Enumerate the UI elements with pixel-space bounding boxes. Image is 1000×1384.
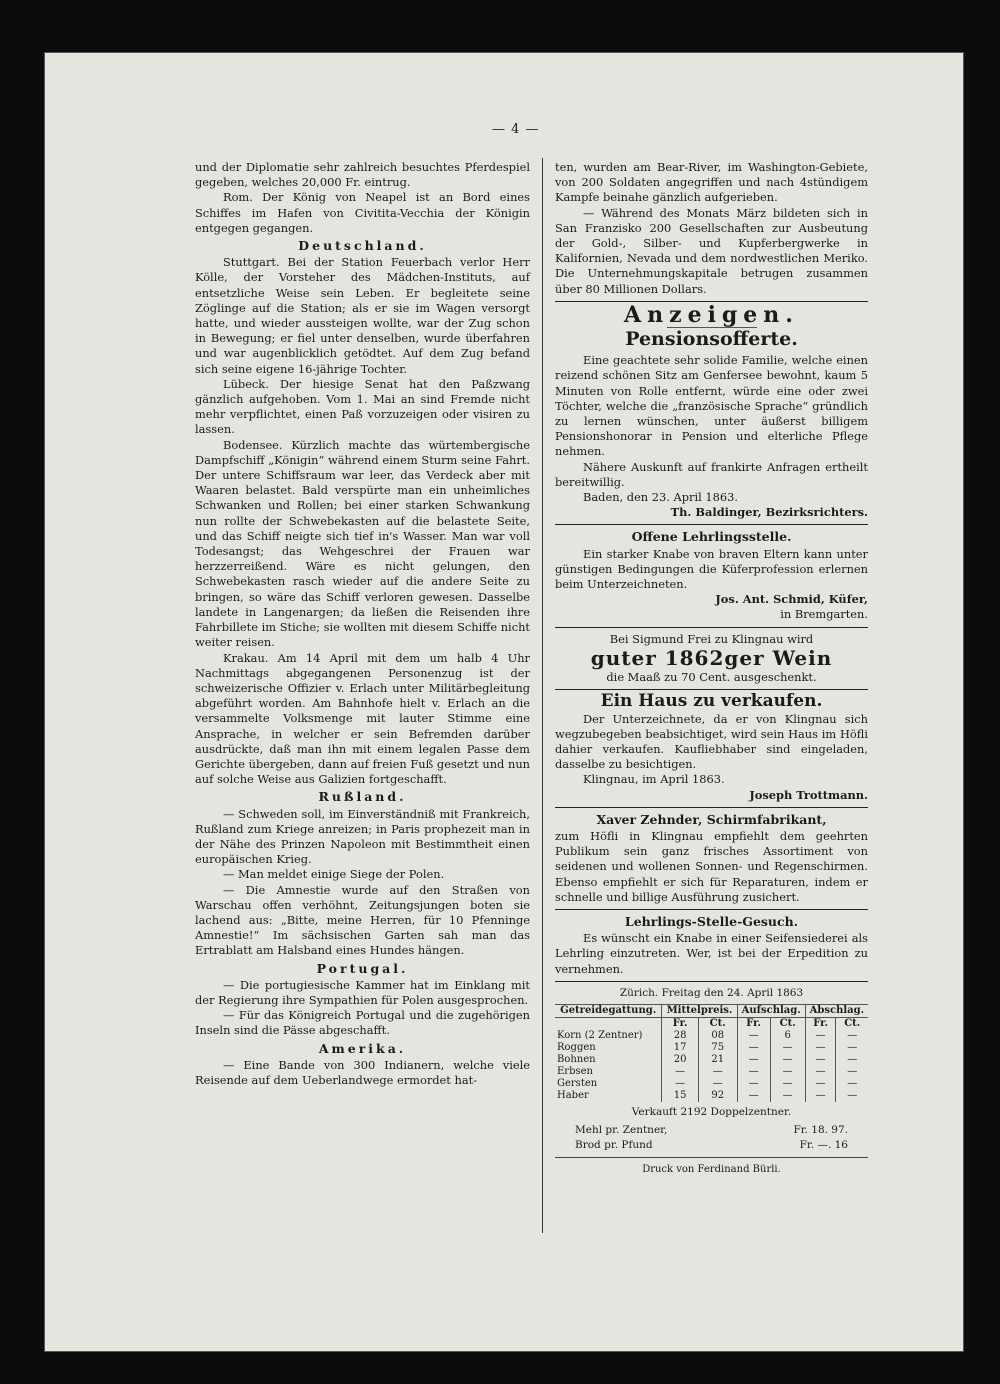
section-heading-russland: Rußland.: [318, 789, 407, 805]
ad-date-haus: Klingnau, im April 1863.: [583, 772, 725, 787]
price-cell: —: [737, 1066, 770, 1078]
ad-title-lehrling: Offene Lehrlingsstelle.: [631, 529, 792, 545]
price-cell: —: [805, 1090, 836, 1102]
price-cell: —: [698, 1078, 737, 1090]
article-paragraph: — Während des Monats März bildeten sich in San Franzisko 200 Gesellschaften zur Ausbeutung der Gold-, Silber- und Kupferbergwerke in Kalifornien, Nevada und dem nordwestlichen Meriko. Die Unternehmungskapitale betrugen zusammen über 80 Millionen Dollars.: [555, 205, 868, 296]
price-cell: —: [836, 1042, 868, 1054]
mehl-value: Fr. 18. 97.: [793, 1124, 848, 1137]
ad-wein-line1: Bei Sigmund Frei zu Klingnau wird: [609, 631, 814, 646]
rule: [555, 981, 868, 982]
price-cell: —: [805, 1054, 836, 1066]
price-cell: —: [698, 1066, 737, 1078]
price-cell: —: [836, 1030, 868, 1042]
grain-name: Erbsen: [557, 1065, 593, 1077]
article-paragraph: — Die Amnestie wurde auf den Straßen von Warschau offen verhöhnt, Zeitungsjungen boten sie lachend aus: „Bitte, meine Herren, für 10 Pfenninge Amnestie!“ Im sächsischen Garten sah man das Ertrablatt am Halsband eines Hundes hängen.: [195, 882, 530, 958]
price-cell: 92: [698, 1090, 737, 1102]
article-rome: Rom. Der König von Neapel ist an Bord eines Schiffes im Hafen von Civitita-Vecchia der Königin entgegen gegangen.: [195, 190, 530, 235]
ad-place-lehrling: in Bremgarten.: [780, 607, 868, 622]
ad-wein-line2: die Maaß zu 70 Cent. ausgeschenkt.: [606, 670, 817, 685]
market-heading: Zürich. Freitag den 24. April 1863: [619, 986, 804, 999]
price-cell: 21: [698, 1054, 737, 1066]
grain-name: Korn (2 Zentner): [557, 1029, 643, 1041]
price-cell: —: [836, 1078, 868, 1090]
article-paragraph: ten, wurden am Bear-River, im Washington-Gebiete, von 200 Soldaten angegriffen und nach 4stündigem Kampfe beinahe gänzlich aufgerieben.: [555, 160, 868, 205]
price-cell: —: [737, 1054, 770, 1066]
table-row: [555, 1030, 868, 1042]
price-cell: 08: [698, 1030, 737, 1042]
price-cell: —: [770, 1054, 805, 1066]
ad-title-gesuch: Lehrlings-Stelle-Gesuch.: [624, 913, 799, 929]
rule: [555, 807, 868, 808]
ad-sign-lehrling: Jos. Ant. Schmid, Küfer,: [715, 592, 868, 607]
rule: [555, 1157, 868, 1158]
right-column: [555, 160, 868, 1177]
article-krakau: Krakau. Am 14 April mit dem um halb 4 Uhr Nachmittags abgegangenen Personenzug ist der schweizerische Offizier v. Erlach unter Militärbegleitung abgeführt worden. Am Bahnhofe hielt v. Erlach an die versammelte Volksmenge mit lauter Stimme eine Ansprache, in welcher er sein Befremden darüber ausdrückte, daß man ihn mit einem legalen Passe dem Gerichte übergeben, dann auf freien Fuß gesetzt und nun auf solche Weise aus Galizien fortgeschafft.: [195, 650, 530, 787]
price-cell: —: [737, 1090, 770, 1102]
price-cell: —: [662, 1066, 698, 1078]
article-paragraph: — Schweden soll, im Einverständniß mit Frankreich, Rußland zum Kriege anreizen; in Paris prophezeit man in der Nähe des Prinzen Napoleon mit Bestimmtheit einen europäischen Krieg.: [195, 806, 530, 867]
section-heading-portugal: Portugal.: [316, 960, 409, 976]
ad-text-lehrling: Ein starker Knabe von braven Eltern kann unter günstigen Bedingungen die Küferprofession erlernen beim Unterzeichneten.: [555, 546, 868, 592]
anzeigen-heading: Anzeigen.: [624, 301, 799, 328]
rule: [555, 524, 868, 525]
price-cell: 28: [662, 1030, 698, 1042]
rule: [555, 627, 868, 628]
price-cell: —: [770, 1066, 805, 1078]
ad-sign-haus: Joseph Trottmann.: [749, 787, 868, 802]
printer-line: Druck von Ferdinand Bürli.: [642, 1163, 781, 1175]
price-cell: —: [805, 1042, 836, 1054]
page-number: — 4 —: [492, 122, 540, 137]
article-paragraph: — Für das Königreich Portugal und die zugehörigen Inseln sind die Pässe abgeschafft.: [195, 1008, 530, 1038]
ad-title-pension: Pensionsofferte.: [625, 328, 798, 351]
ad-title-haus: Ein Haus zu verkaufen.: [600, 691, 823, 712]
price-cell: 75: [698, 1042, 737, 1054]
mehl-label: Mehl pr. Zentner,: [575, 1124, 668, 1137]
col-header: Aufschlag.: [737, 1004, 805, 1017]
table-row: [555, 1054, 868, 1066]
price-cell: —: [836, 1066, 868, 1078]
ad-text-xaver: zum Höfli in Klingnau empfiehlt dem geehrten Publikum sein ganz frisches Assortiment von seidenen und wollenen Sonnen- und Regenschirmen. Ebenso empfiehlt er sich für Reparaturen, indem er schnelle und billige Ausführung zusichert.: [555, 828, 868, 904]
ad-text-pension: Eine geachtete sehr solide Familie, welche einen reizend schönen Sitz am Genfersee bewohnt, kaum 5 Minuten von Rolle entfernt, würde eine oder zwei Töchter, welche die „französische Sprache“ gründlich zu lernen wünschen, unter äußerst billigem Pensionshonorar in Pension und elterliche Pflege nehmen.: [555, 353, 868, 459]
section-heading-amerika: Amerika.: [318, 1040, 407, 1056]
sub-header: Fr.: [737, 1017, 770, 1030]
price-cell: 20: [662, 1054, 698, 1066]
price-cell: —: [737, 1030, 770, 1042]
sub-header: Ct.: [770, 1017, 805, 1030]
price-cell: 6: [770, 1030, 805, 1042]
ad-wein-big: guter 1862ger Wein: [590, 645, 833, 670]
price-cell: —: [737, 1042, 770, 1054]
ad-text-pension-2: Nähere Auskunft auf frankirte Anfragen ertheilt bereitwillig.: [555, 459, 868, 489]
grain-name: Gersten: [557, 1077, 598, 1089]
price-cell: —: [770, 1090, 805, 1102]
article-paragraph: — Eine Bande von 300 Indianern, welche viele Reisende auf dem Ueberlandwege ermordet hat-: [195, 1057, 530, 1087]
article-bodensee: Bodensee. Kürzlich machte das würtembergische Dampfschiff „Königin“ während einem Sturm seine Fahrt. Der untere Schiffsraum war leer, das Verdeck aber mit Waaren belastet. Bald verspürte man ein unheimliches Schwanken und Rollen; bei einer starken Schwankung nun rollte der Schwebekasten auf die belastete Seite, und das Schiff neigte sich tief in's Wasser. Man war voll Todesangst; das Wehgeschrei der Frauen war herzzerreißend. Wäre es nicht gelungen, den Schwebekasten rasch wieder auf die andere Seite zu bringen, so wäre das Schiff verloren gewesen. Dasselbe landete in Langenargen; da ließen die Reisenden ihre Fahrbillete im Stiche; sie wollten mit diesem Schiffe nicht weiter reisen.: [195, 437, 530, 650]
price-cell: —: [805, 1030, 836, 1042]
table-row: [555, 1042, 868, 1054]
market-sold: Verkauft 2192 Doppelzentner.: [631, 1105, 792, 1118]
market-table: [555, 1004, 868, 1102]
grain-name: Roggen: [557, 1041, 596, 1053]
ad-title-xaver: Xaver Zehnder, Schirmfabrikant,: [596, 811, 827, 827]
ad-sign-pension: Th. Baldinger, Bezirksrichters.: [670, 505, 868, 520]
sub-header: Ct.: [836, 1017, 868, 1030]
price-cell: 15: [662, 1090, 698, 1102]
price-cell: —: [770, 1078, 805, 1090]
article-paragraph: — Die portugiesische Kammer hat im Einklang mit der Regierung ihre Sympathien für Polen ausgesprochen.: [195, 977, 530, 1007]
brod-value: Fr. —. 16: [799, 1139, 848, 1152]
table-row: [555, 1066, 868, 1078]
left-column: [195, 160, 530, 1088]
brod-label: Brod pr. Pfund: [575, 1139, 653, 1152]
sub-header: Fr.: [805, 1017, 836, 1030]
price-cell: —: [770, 1042, 805, 1054]
article-paragraph: — Man meldet einige Siege der Polen.: [223, 867, 445, 882]
price-cell: —: [836, 1054, 868, 1066]
sub-header: Ct.: [698, 1017, 737, 1030]
article-stuttgart: Stuttgart. Bei der Station Feuerbach verlor Herr Kölle, der Vorsteher des Mädchen-Instituts, auf entsetzliche Weise sein Leben. Er begleitete seine Zöglinge auf die Station; als er sie im Wagen versorgt hatte, und wieder aussteigen wollte, war der Zug schon in Bewegung; er fiel unter denselben, wurde überfahren und war augenblicklich getödtet. Auf dem Zug befand sich seine eigene 16-jährige Tochter.: [195, 255, 530, 376]
ad-text-haus: Der Unterzeichnete, da er von Klingnau sich wegzubegeben beabsichtiget, wird sein Haus im Höfli dahier verkaufen. Kaufliebhaber sind eingeladen, dasselbe zu besichtigen.: [555, 711, 868, 772]
price-cell: —: [662, 1078, 698, 1090]
rule: [555, 689, 868, 690]
col-header: Mittelpreis.: [662, 1004, 737, 1017]
article-paragraph: und der Diplomatie sehr zahlreich besuchtes Pferdespiel gegeben, welches 20,000 Fr. eintrug.: [195, 160, 530, 190]
price-cell: 17: [662, 1042, 698, 1054]
sub-header: Fr.: [662, 1017, 698, 1030]
table-row: [555, 1078, 868, 1090]
price-cell: —: [805, 1066, 836, 1078]
price-cell: —: [805, 1078, 836, 1090]
ad-date-pension: Baden, den 23. April 1863.: [583, 490, 738, 505]
price-cell: —: [836, 1090, 868, 1102]
col-header: Getreidegattung.: [555, 1004, 662, 1017]
column-divider: [542, 158, 543, 1233]
col-header: Abschlag.: [805, 1004, 868, 1017]
ad-text-gesuch: Es wünscht ein Knabe in einer Seifensiederei als Lehrling einzutreten. Wer, ist bei der Erpedition zu vernehmen.: [555, 931, 868, 976]
section-heading-deutschland: Deutschland.: [298, 238, 427, 254]
grain-name: Haber: [557, 1089, 589, 1101]
article-luebeck: Lübeck. Der hiesige Senat hat den Paßzwang gänzlich aufgehoben. Vom 1. Mai an sind Fremde nicht mehr verpflichtet, einen Paß vorzuzeigen oder visiren zu lassen.: [195, 376, 530, 437]
grain-name: Bohnen: [557, 1053, 596, 1065]
rule: [555, 909, 868, 910]
price-cell: —: [737, 1078, 770, 1090]
table-row: [555, 1090, 868, 1102]
